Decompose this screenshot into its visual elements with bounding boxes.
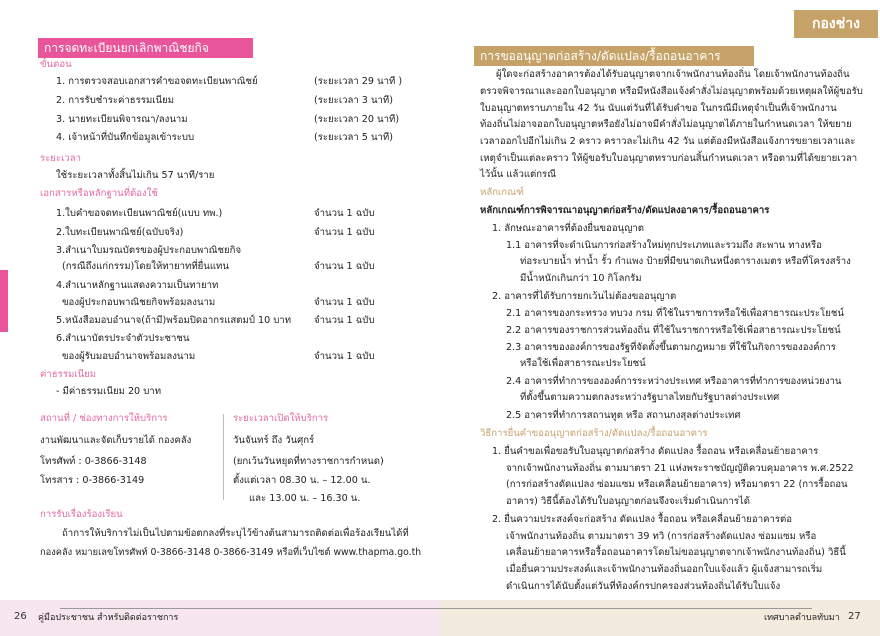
doc-3-qty: จำนวน 1 ฉบับ <box>314 261 375 272</box>
place-phone: โทรศัพท์ : 0-3866-3148 <box>40 456 147 467</box>
right-footer-text: เทศบาลตำบลทับมา <box>764 613 840 623</box>
intro-line-4: ท้องถิ่นไม่อาจออกใบอนุญาตหรือยังไม่อาจมีคำสั่งไม่อนุญาตได้ภายในกำหนดเวลา ให้ขยาย <box>480 119 852 130</box>
criteria-2: 2. อาคารที่ได้รับการยกเว้นไม่ต้องขออนุญาต <box>492 291 677 302</box>
duration-title: ระยะเวลา <box>40 153 82 164</box>
doc-5: 5.หนังสือมอบอำนาจ(ถ้ามี)พร้อมปิดอากรแสตมป์ 10 บาท <box>56 315 292 326</box>
doc-6-qty: จำนวน 1 ฉบับ <box>314 351 375 362</box>
criteria-2-5: 2.5 อาคารที่ทำการสถานทูต หรือ สถานกงสุลต่างประเทศ <box>506 410 741 421</box>
hours-line-3: ตั้งแต่เวลา 08.30 น. – 12.00 น. <box>233 475 371 486</box>
left-footer-text: คู่มือประชาชน สำหรับติดต่อราชการ <box>38 613 179 623</box>
step-2-time: (ระยะเวลา 3 นาที) <box>314 95 393 106</box>
steps-title: ขั้นตอน <box>40 59 72 70</box>
doc-3: 3.สำเนาใบมรณบัตรของผู้ประกอบพาณิชยกิจ <box>56 245 242 256</box>
doc-1-qty: จำนวน 1 ฉบับ <box>314 208 375 219</box>
step-3: 3. นายทะเบียนพิจารณา/ลงนาม <box>56 114 188 125</box>
criteria-2-3: 2.3 อาคารขององค์การของรัฐที่จัดตั้งขึ้นตามกฎหมาย ที่ใช้ในกิจการขององค์การ <box>506 342 836 353</box>
criteria-1-1: 1.1 อาคารที่จะดำเนินการก่อสร้างใหม่ทุกประเภทและรวมถึง สะพาน ทางหรือ <box>506 240 822 251</box>
method-1-cont3: อาคาร) วิธีนี้ต้องได้รับใบอนุญาตก่อนจึงจะเริ่มดำเนินการได้ <box>506 496 750 507</box>
right-page-number: 27 <box>848 611 861 622</box>
hours-line-2: (ยกเว้นวันหยุดที่ทางราชการกำหนด) <box>233 456 384 467</box>
department-tab: กองช่าง <box>794 10 878 38</box>
step-1: 1. การตรวจสอบเอกสารคำขอจดทะเบียนพาณิชย์ <box>56 76 258 87</box>
intro-line-6: เหตุจำเป็นแต่ละคราว ให้ผู้ขอรับใบอนุญาตทราบก่อนสิ้นกำหนดเวลา หรือตามที่ได้ขยายเวลา <box>480 153 858 164</box>
intro-line-2: ตรวจพิจารณาและออกใบอนุญาต หรือมีหนังสือแจ้งคำสั่งไม่อนุญาตพร้อมด้วยเหตุผลให้ผู้ขอรับ <box>480 86 863 97</box>
step-2: 2. การรับชำระค่าธรรมเนียม <box>56 95 175 106</box>
doc-2: 2.ใบทะเบียนพาณิชย์(ฉบับจริง) <box>56 227 184 238</box>
step-3-time: (ระยะเวลา 20 นาที) <box>314 114 400 125</box>
fee-text: - มีค่าธรรมเนียม 20 บาท <box>56 386 162 397</box>
hours-title: ระยะเวลาเปิดให้บริการ <box>233 413 329 424</box>
intro-line-7: ไว้นั้น แล้วแต่กรณี <box>480 169 557 180</box>
step-4-time: (ระยะเวลา 5 นาที) <box>314 132 393 143</box>
step-4: 4. เจ้าหน้าที่บันทึกข้อมูลเข้าระบบ <box>56 132 195 143</box>
method-1-cont2: (การก่อสร้างดัดแปลง ซ่อมแซม หรือเคลื่อนย้ายอาคาร) หรือมาตรา 22 (การรื้อถอน <box>506 479 848 490</box>
complaint-title: การรับเรื่องร้องเรียน <box>40 509 123 520</box>
intro-line-3: ใบอนุญาตทราบภายใน 42 วัน นับแต่วันที่ได้รับคำขอ ในกรณีมีเหตุจำเป็นที่เจ้าพนักงาน <box>480 103 837 114</box>
intro-line-5: เวลาออกไปอีกไม่เกิน 2 คราว คราวละไม่เกิน 42 วัน แต่ต้องมีหนังสือแจ้งการขยายเวลาและ <box>480 136 856 147</box>
criteria-1-1-cont2: มีน้ำหนักเกินกว่า 10 กิโลกรัม <box>520 273 642 284</box>
doc-3-cont: (กรณีถึงแก่กรรม)โดยให้ทายาทที่ยื่นแทน <box>62 261 229 272</box>
step-1-time: (ระยะเวลา 29 นาที ) <box>314 76 403 87</box>
method-title: วิธีการยื่นคำขออนุญาตก่อสร้าง/ดัดแปลง/รื้อถอนอาคาร <box>480 428 708 439</box>
hours-line-1: วันจันทร์ ถึง วันศุกร์ <box>233 435 315 446</box>
method-2-cont1: เจ้าพนักงานท้องถิ่น ตามมาตรา 39 ทวิ (การก่อสร้างดัดแปลง ซ่อมแซม หรือ <box>506 531 817 542</box>
method-2-cont3: เมื่อยื่นความประสงค์และเจ้าพนักงานท้องถิ่นออกใบแจ้งแล้ว ผู้แจ้งสามารถเริ่ม <box>506 564 823 575</box>
fee-title: ค่าธรรมเนียม <box>40 369 97 380</box>
method-1-cont1: จากเจ้าพนักงานท้องถิ่น ตามมาตรา 21 แห่งพระราชบัญญัติควบคุมอาคาร พ.ศ.2522 <box>506 463 854 474</box>
criteria-2-4: 2.4 อาคารที่ทำการขององค์การระหว่างประเทศ หรืออาคารที่ทำการของหน่วยงาน <box>506 376 842 387</box>
left-section-header: การจดทะเบียนยกเลิกพาณิชยกิจ <box>38 38 253 58</box>
criteria-2-3-cont: หรือใช้เพื่อสาธารณะประโยชน์ <box>520 358 646 369</box>
doc-6-cont: ของผู้รับมอบอำนาจพร้อมลงนาม <box>62 351 196 362</box>
hours-line-4: และ 13.00 น. – 16.30 น. <box>249 493 361 504</box>
method-2: 2. ยื่นความประสงค์จะก่อสร้าง ดัดแปลง รื้อถอน หรือเคลื่อนย้ายอาคารต่อ <box>492 514 793 525</box>
criteria-1-1-cont: ท่อระบายน้ำ ท่าน้ำ รั้ว กำแพง ป้ายที่มีขนาดเกินหนึ่งตารางเมตร หรือที่โครงสร้าง <box>520 256 851 267</box>
criteria-1: 1. ลักษณะอาคารที่ต้องยื่นขออนุญาต <box>492 223 644 234</box>
duration-text: ใช้ระยะเวลาทั้งสิ้นไม่เกิน 57 นาที/ราย <box>56 170 215 181</box>
right-footer-rule <box>440 608 812 609</box>
doc-6: 6.สำเนาบัตรประจำตัวประชาชน <box>56 333 190 344</box>
criteria-2-2: 2.2 อาคารของราชการส่วนท้องถิ่น ที่ใช้ในราชการหรือใช้เพื่อสาธารณะประโยชน์ <box>506 325 841 336</box>
doc-2-qty: จำนวน 1 ฉบับ <box>314 227 375 238</box>
method-1: 1. ยื่นคำขอเพื่อขอรับใบอนุญาตก่อสร้าง ดัดแปลง รื้อถอน หรือเคลื่อนย้ายอาคาร <box>492 446 819 457</box>
docs-title: เอกสารหรือหลักฐานที่ต้องใช้ <box>40 188 158 199</box>
method-2-cont2: เคลื่อนย้ายอาคารหรือรื้อถอนอาคารโดยไม่ขออนุญาตจากเจ้าพนักงานท้องถิ่น) วิธีนี้ <box>506 547 846 558</box>
complaint-line-1: ถ้าการให้บริการไม่เป็นไปตามข้อตกลงที่ระบุไว้ข้างต้นสามารถติดต่อเพื่อร้องเรียนได้ที่ <box>62 528 409 539</box>
criteria-heading: หลักเกณฑ์การพิจารณาอนุญาตก่อสร้าง/ดัดแปลงอาคาร/รื้อถอนอาคาร <box>480 205 770 216</box>
place-title: สถานที่ / ช่องทางการให้บริการ <box>40 413 168 424</box>
criteria-2-1: 2.1 อาคารของกระทรวง ทบวง กรม ที่ใช้ในราชการหรือใช้เพื่อสาธารณะประโยชน์ <box>506 308 844 319</box>
method-2-cont4: ดำเนินการได้นับตั้งแต่วันที่ท้องค์กรปกครองส่วนท้องถิ่นได้รับใบแจ้ง <box>506 581 781 592</box>
complaint-line-2: กองคลัง หมายเลขโทรศัพท์ 0-3866-3148 0-3866-3149 หรือที่เว็บไซต์ www.thapma.go.th <box>40 547 422 558</box>
right-section-header: การขออนุญาตก่อสร้าง/ดัดแปลง/รื้อถอนอาคาร <box>474 46 754 66</box>
left-footer-rule <box>60 608 440 609</box>
intro-line-1: ผู้ใดจะก่อสร้างอาคารต้องได้รับอนุญาตจากเจ้าพนักงานท้องถิ่น โดยเจ้าพนักงานท้องถิ่น <box>496 69 850 80</box>
doc-1: 1.ใบคำขอจดทะเบียนพาณิชย์(แบบ ทพ.) <box>56 208 223 219</box>
left-page-number: 26 <box>14 611 27 622</box>
doc-4-cont: ของผู้ประกอบพาณิชยกิจพร้อมลงนาม <box>62 297 216 308</box>
criteria-title: หลักเกณฑ์ <box>480 187 524 198</box>
column-divider <box>223 414 224 500</box>
left-edge-tab <box>0 270 8 332</box>
doc-4: 4.สำเนาหลักฐานแสดงความเป็นทายาท <box>56 280 219 291</box>
place-line-1: งานพัฒนาและจัดเก็บรายได้ กองคลัง <box>40 435 192 446</box>
doc-4-qty: จำนวน 1 ฉบับ <box>314 297 375 308</box>
criteria-2-4-cont: ที่ตั้งขึ้นตามความตกลงระหว่างรัฐบาลไทยกับรัฐบาลต่างประเทศ <box>520 392 780 403</box>
doc-5-qty: จำนวน 1 ฉบับ <box>314 315 375 326</box>
place-fax: โทรสาร : 0-3866-3149 <box>40 475 145 486</box>
